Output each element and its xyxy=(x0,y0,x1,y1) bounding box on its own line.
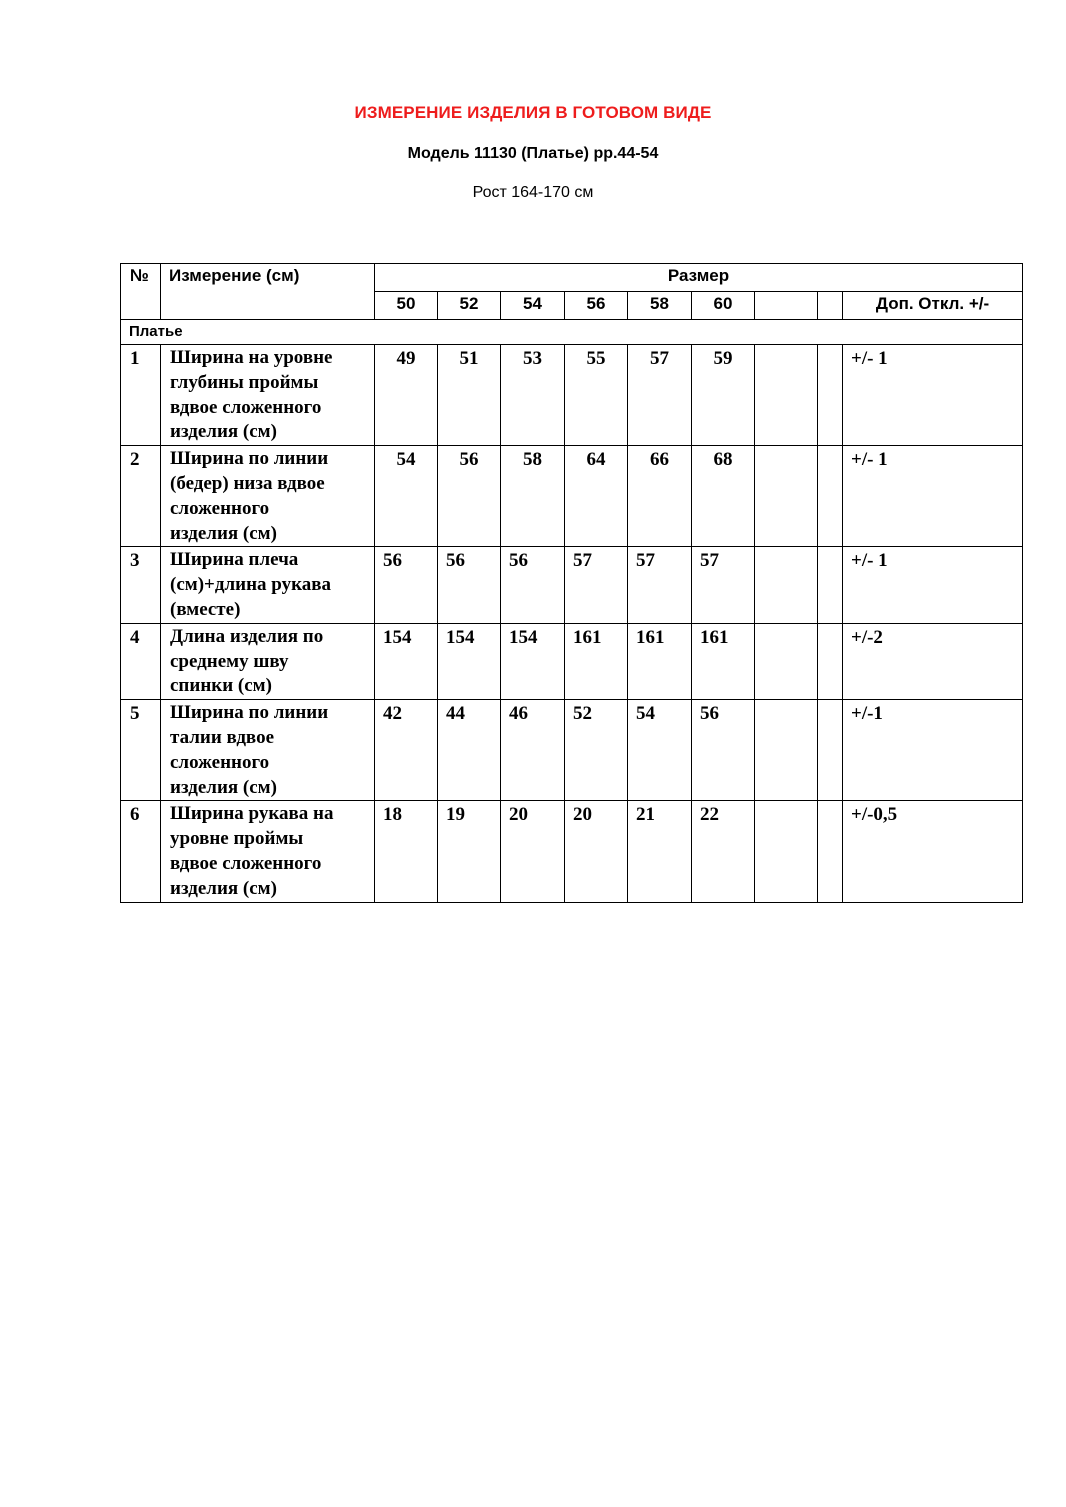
size-value: 57 xyxy=(628,547,692,623)
size-value: 42 xyxy=(375,700,438,801)
measurement-line: глубины проймы xyxy=(170,371,319,393)
size-value: 55 xyxy=(565,345,628,446)
row-measurement xyxy=(161,547,375,623)
measurement-line: среднему шву xyxy=(170,650,289,672)
measurement-line: изделия (см) xyxy=(170,421,277,443)
size-header: 60 xyxy=(692,292,755,320)
size-value: 56 xyxy=(501,547,565,623)
row-number: 3 xyxy=(121,547,161,623)
size-value: 161 xyxy=(565,623,628,699)
table-row xyxy=(121,345,1023,446)
header-number: № xyxy=(121,264,161,320)
measurement-line: Ширина по линии xyxy=(170,702,329,724)
row-measurement xyxy=(161,623,375,699)
size-value xyxy=(755,801,818,902)
size-value: 161 xyxy=(692,623,755,699)
row-number: 2 xyxy=(121,446,161,547)
tolerance-value: +/-2 xyxy=(843,623,1023,699)
row-measurement xyxy=(161,345,375,446)
size-value: 54 xyxy=(628,700,692,801)
table-row xyxy=(121,446,1023,547)
table-row xyxy=(121,547,1023,623)
measurement-line: (вместе) xyxy=(170,598,241,620)
size-header xyxy=(818,292,843,320)
height-line: Рост 164-170 см xyxy=(472,184,594,201)
size-header: 52 xyxy=(438,292,501,320)
measurement-line: спинки (см) xyxy=(170,675,272,697)
size-value: 53 xyxy=(501,345,565,446)
size-value xyxy=(818,446,843,547)
measurement-line: изделия (см) xyxy=(170,522,277,544)
measurement-line: сложенного xyxy=(170,751,270,773)
measurement-line: (см)+длина рукава xyxy=(170,574,332,596)
measurement-line: Ширина по линии xyxy=(170,448,329,470)
size-value: 22 xyxy=(692,801,755,902)
size-value: 49 xyxy=(375,345,438,446)
size-value: 20 xyxy=(565,801,628,902)
table-row xyxy=(121,801,1023,902)
size-value: 68 xyxy=(692,446,755,547)
size-header: 56 xyxy=(565,292,628,320)
size-header: 58 xyxy=(628,292,692,320)
size-value xyxy=(818,345,843,446)
size-value: 154 xyxy=(375,623,438,699)
size-value: 56 xyxy=(438,547,501,623)
measurement-line: (бедер) низа вдвое xyxy=(170,472,325,494)
measurement-line: Ширина рукава на xyxy=(170,803,334,825)
size-value xyxy=(818,623,843,699)
measurement-line: уровне проймы xyxy=(170,828,304,850)
size-value: 154 xyxy=(438,623,501,699)
size-header xyxy=(755,292,818,320)
row-number: 5 xyxy=(121,700,161,801)
tolerance-value: +/- 1 xyxy=(843,446,1023,547)
size-value: 18 xyxy=(375,801,438,902)
row-number: 1 xyxy=(121,345,161,446)
size-value: 19 xyxy=(438,801,501,902)
size-value: 54 xyxy=(375,446,438,547)
size-value: 52 xyxy=(565,700,628,801)
header-measurement: Измерение (см) xyxy=(161,264,375,320)
size-value xyxy=(755,623,818,699)
measurement-line: изделия (см) xyxy=(170,776,277,798)
size-value: 57 xyxy=(692,547,755,623)
table-row xyxy=(121,623,1023,699)
measurement-line: вдвое сложенного xyxy=(170,396,322,418)
size-value: 56 xyxy=(692,700,755,801)
row-measurement xyxy=(161,700,375,801)
section-label: Платье xyxy=(121,320,1023,345)
size-value: 59 xyxy=(692,345,755,446)
size-value: 56 xyxy=(375,547,438,623)
size-value: 64 xyxy=(565,446,628,547)
size-value: 51 xyxy=(438,345,501,446)
size-value xyxy=(818,547,843,623)
size-value: 161 xyxy=(628,623,692,699)
size-value: 57 xyxy=(565,547,628,623)
size-value: 21 xyxy=(628,801,692,902)
row-measurement xyxy=(161,446,375,547)
size-value: 56 xyxy=(438,446,501,547)
tolerance-value: +/- 1 xyxy=(843,345,1023,446)
measurement-line: изделия (см) xyxy=(170,877,277,899)
size-value: 46 xyxy=(501,700,565,801)
measurement-line: Ширина плеча xyxy=(170,549,299,571)
model-line: Модель 11130 (Платье) рр.44-54 xyxy=(407,145,659,162)
size-value: 57 xyxy=(628,345,692,446)
tolerance-value: +/-1 xyxy=(843,700,1023,801)
size-value: 58 xyxy=(501,446,565,547)
row-measurement xyxy=(161,801,375,902)
size-value xyxy=(755,446,818,547)
tolerance-value: +/-0,5 xyxy=(843,801,1023,902)
measurement-table xyxy=(120,263,1023,903)
row-number: 4 xyxy=(121,623,161,699)
size-value: 44 xyxy=(438,700,501,801)
size-value xyxy=(755,700,818,801)
measurement-line: Ширина на уровне xyxy=(170,347,333,368)
size-value: 154 xyxy=(501,623,565,699)
measurement-line: сложенного xyxy=(170,497,270,519)
measurement-line: талии вдвое xyxy=(170,726,274,748)
tolerance-value: +/- 1 xyxy=(843,547,1023,623)
size-header: 54 xyxy=(501,292,565,320)
size-value xyxy=(755,345,818,446)
header-size: Размер xyxy=(375,264,1023,292)
size-value xyxy=(818,700,843,801)
measurement-line: вдвое сложенного xyxy=(170,852,322,874)
size-header: 50 xyxy=(375,292,438,320)
measurement-line: Длина изделия по xyxy=(170,625,324,647)
size-value xyxy=(755,547,818,623)
row-number: 6 xyxy=(121,801,161,902)
header-tolerance: Доп. Откл. +/- xyxy=(843,292,1023,320)
table-row xyxy=(121,700,1023,801)
size-value: 20 xyxy=(501,801,565,902)
size-value xyxy=(818,801,843,902)
size-value: 66 xyxy=(628,446,692,547)
document-title: ИЗМЕРЕНИЕ ИЗДЕЛИЯ В ГОТОВОМ ВИДЕ xyxy=(354,103,712,122)
